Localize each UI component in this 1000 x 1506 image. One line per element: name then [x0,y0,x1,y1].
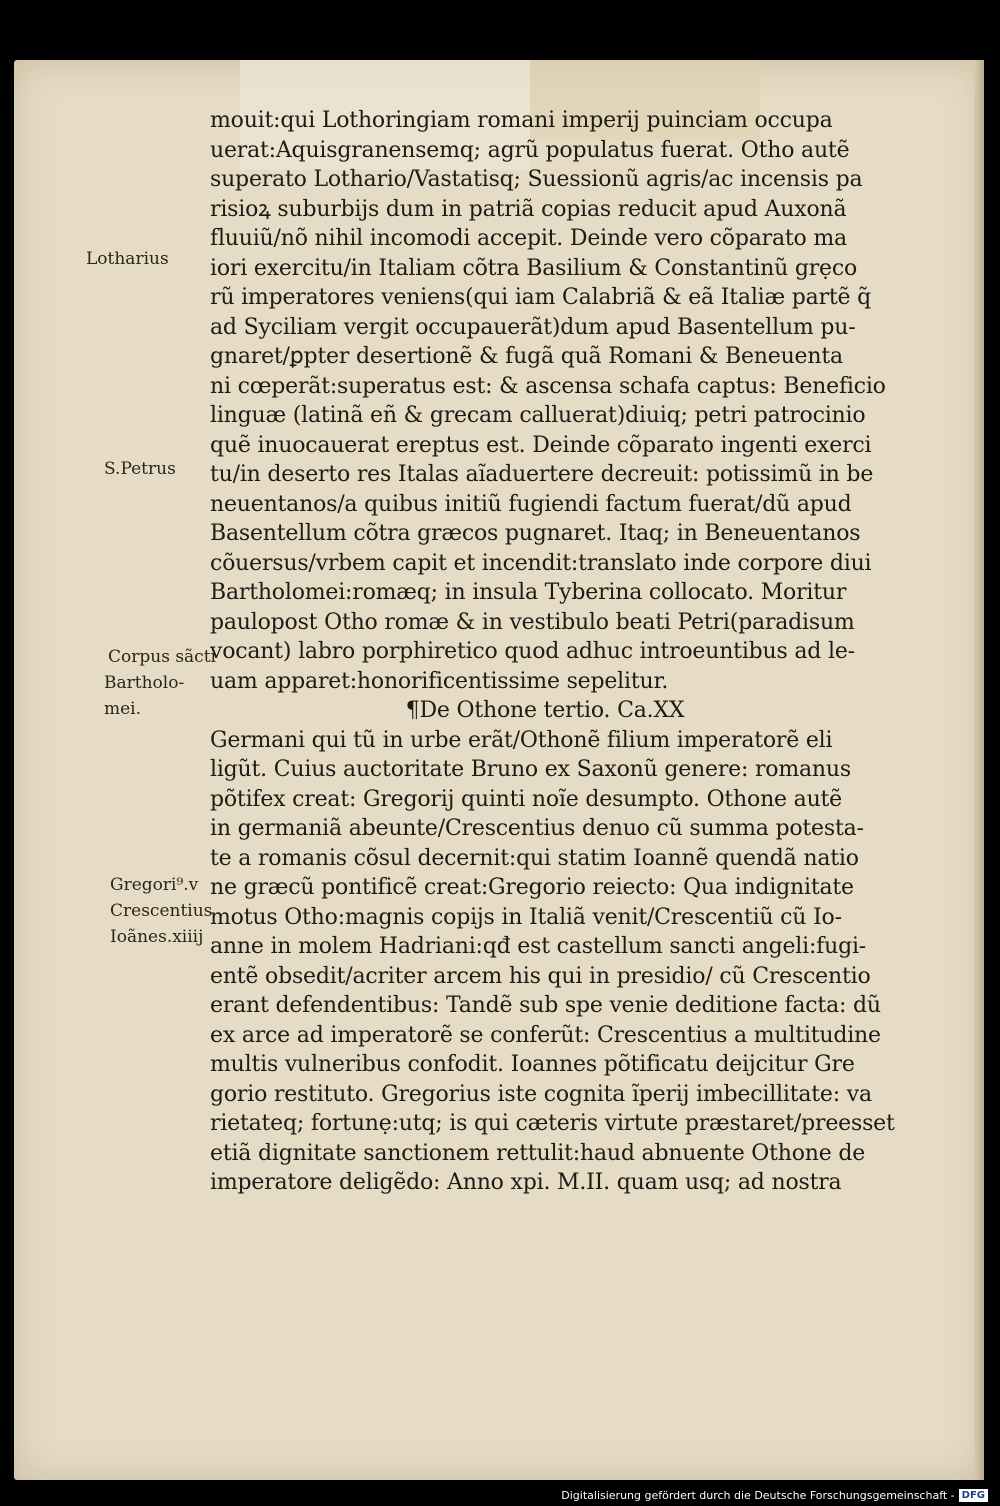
margin-note-corpus: Bartholo- [104,673,185,693]
text-line: ex arce ad imperatorẽ se conferũt: Crescentius a multitudine [210,1022,881,1048]
text-line: linguæ (latinã eñ & grecam calluerat)diuiq; petri patrocinio [210,403,866,428]
text-line: tu/in deserto res Italas aĩaduertere decreuit: potissimũ in be [210,462,874,487]
text-line: fluuiũ/nõ nihil incomodi accepit. Deinde vero cõparato ma [210,226,847,251]
margin-note-ioannes: Ioãnes.xiiij [110,927,204,947]
text-line: paulopost Otho romæ & in vestibulo beati Petri(paradisum [210,609,855,635]
text-line: etiã dignitate sanctionem rettulit:haud abnuente Othone de [210,1140,866,1166]
text-line: motus Otho:magnis copijs in Italiã venit/Crescentiũ cũ Io- [210,904,842,930]
text-line: quẽ inuocauerat ereptus est. Deinde cõparato ingenti exerci [210,432,872,458]
text-line: iori exercitu/in Italiam cõtra Basilium & Constantinũ grẹco [210,255,858,281]
text-line: multis vulneribus confodit. Ioannes põtificatu deijcitur Gre [210,1052,855,1077]
text-line: cõuersus/vrbem capit et incendit:translato inde corpore diui [210,550,872,576]
text-line: rũ imperatores veniens(qui iam Calabriã & eã Italiæ partẽ q̃ [210,285,872,310]
page-edge [974,60,984,1480]
text-line: Basentellum cõtra græcos pugnaret. Itaq; in Beneuentanos [210,521,861,546]
margin-note-lotharius: Lotharius [86,249,169,269]
text-line: ligũt. Cuius auctoritate Bruno ex Saxonũ genere: romanus [210,757,851,782]
text-line: imperatore deligẽdo: Anno xpi. M.II. quam usq; ad nostra [210,1170,842,1195]
text-line: ad Syciliam vergit occupauerãt)dum apud Basentellum pu- [210,314,856,340]
main-text-block [210,106,940,1198]
text-line: gnaret/ꝑpter desertionẽ & fugã quã Romani & Beneuenta [210,344,843,369]
text-line: põtifex creat: Gregorij quinti noĩe desumpto. Othone autẽ [210,786,842,812]
text-line: entẽ obsedit/acriter arcem his qui in presidio/ cũ Crescentio [210,963,871,989]
text-line: Bartholomei:romæq; in insula Tyberina collocato. Moritur [210,580,847,605]
text-line: vocant) labro porphiretico quod adhuc introeuntibus ad le- [210,639,855,664]
digitization-footer [561,1489,988,1502]
text-line: rietateq; fortunẹ:utq; is qui cæteris virtute præstaret/preesset [210,1111,895,1136]
text-line: ni cœperãt:superatus est: & ascensa schafa captus: Beneficio [210,373,886,399]
margin-note-s-petrus: S.Petrus [104,459,176,479]
text-line: anne in molem Hadriani:qđ est castellum sancti angeli:fugi- [210,934,867,959]
margin-note-crescentius: Crescentius [110,901,213,921]
text-line: neuentanos/a quibus initiũ fugiendi factum fuerat/dũ apud [210,491,852,517]
footer-text: Digitalisierung gefördert durch die Deutsche Forschungsgemeinschaft - [561,1489,955,1502]
margin-note-corpus: Corpus sãcti [108,647,216,667]
text-line: in germaniã abeunte/Crescentius denuo cũ summa potesta- [210,816,864,841]
text-line: Germani qui tũ in urbe erãt/Othonẽ filium imperatorẽ eli [210,727,833,753]
margin-note-gregorius: Gregori⁹.v [110,875,199,895]
text-line: superato Lothario/Vastatisq; Suessionũ agris/ac incensis pa [210,167,863,192]
text-line: mouit:qui Lothoringiam romani imperij puinciam occupa [210,108,833,133]
text-line: uerat:Aquisgranensemq; agrũ populatus fuerat. Otho autẽ [210,137,850,163]
dfg-logo: DFG [959,1489,988,1502]
margin-note-corpus: mei. [104,699,142,719]
text-line: risioꝝ suburbijs dum in patriã copias reducit apud Auxonã [210,196,847,222]
text-line: te a romanis cõsul decernit:qui statim Ioannẽ quendã natio [210,845,859,871]
text-line: ne græcũ pontificẽ creat:Gregorio reiecto: Qua indignitate [210,875,854,900]
text-line: erant defendentibus: Tandẽ sub spe venie deditione facta: dũ [210,993,881,1018]
text-line: gorio restituto. Gregorius iste cognita ĩperij imbecillitate: va [210,1081,872,1107]
text-line: uam apparet:honorificentissime sepelitur. [210,668,669,694]
chapter-heading: ¶De Othone tertio. Ca.XX [405,698,685,723]
